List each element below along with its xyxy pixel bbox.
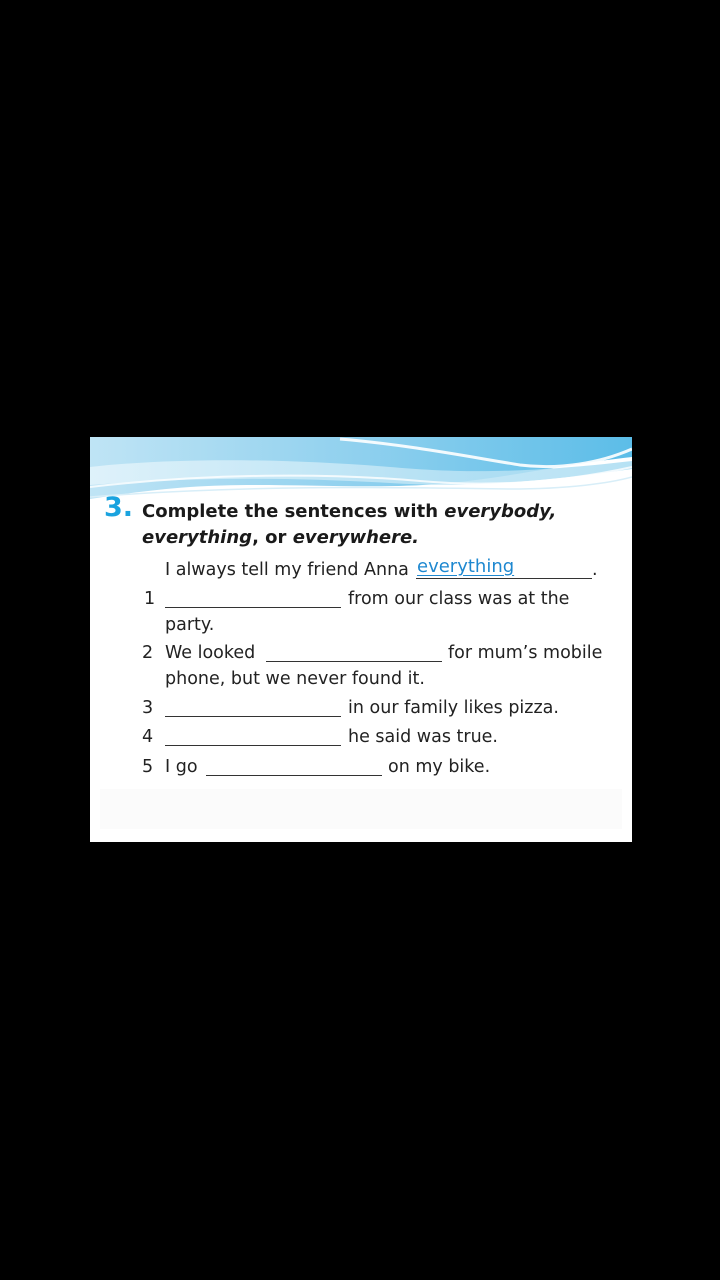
card-bottom-area [100,789,622,829]
item-4-text: he said was true. [348,727,498,747]
item-2-text-after: for mum’s mobile [448,643,603,663]
instruction-text [142,499,612,551]
example-sentence-end: . [592,560,598,580]
item-3-number: 3 [142,698,154,718]
item-5-text-after: on my bike. [388,757,491,777]
item-5-number: 5 [142,757,154,777]
instruction-lead: Complete the sentences with [142,501,445,522]
item-1-number: 1 [144,589,156,609]
exercise-number: 3. [104,492,134,523]
item-3-blank[interactable] [165,716,341,717]
wave-banner [90,437,632,507]
item-2-continuation: phone, but we never found it. [165,669,425,689]
word-everywhere: everywhere. [292,527,420,548]
item-5-blank[interactable] [206,775,382,776]
example-blank [416,578,592,579]
exercise-card [90,437,632,842]
example-answer: everything [417,556,515,577]
item-2-number: 2 [142,643,154,663]
item-4-blank[interactable] [165,745,341,746]
instruction-or: , or [252,527,293,548]
item-2-blank[interactable] [266,661,442,662]
item-1-text: from our class was at the [348,589,570,609]
item-5-text-before: I go [165,757,198,777]
word-everything: everything [142,527,253,548]
example-sentence-start: I always tell my friend Anna [165,560,409,580]
item-1-blank[interactable] [165,607,341,608]
item-1-continuation: party. [165,615,215,635]
item-4-number: 4 [142,727,154,747]
item-2-text-before: We looked [165,643,256,663]
item-3-text: in our family likes pizza. [348,698,559,718]
word-everybody: everybody, [444,501,557,522]
